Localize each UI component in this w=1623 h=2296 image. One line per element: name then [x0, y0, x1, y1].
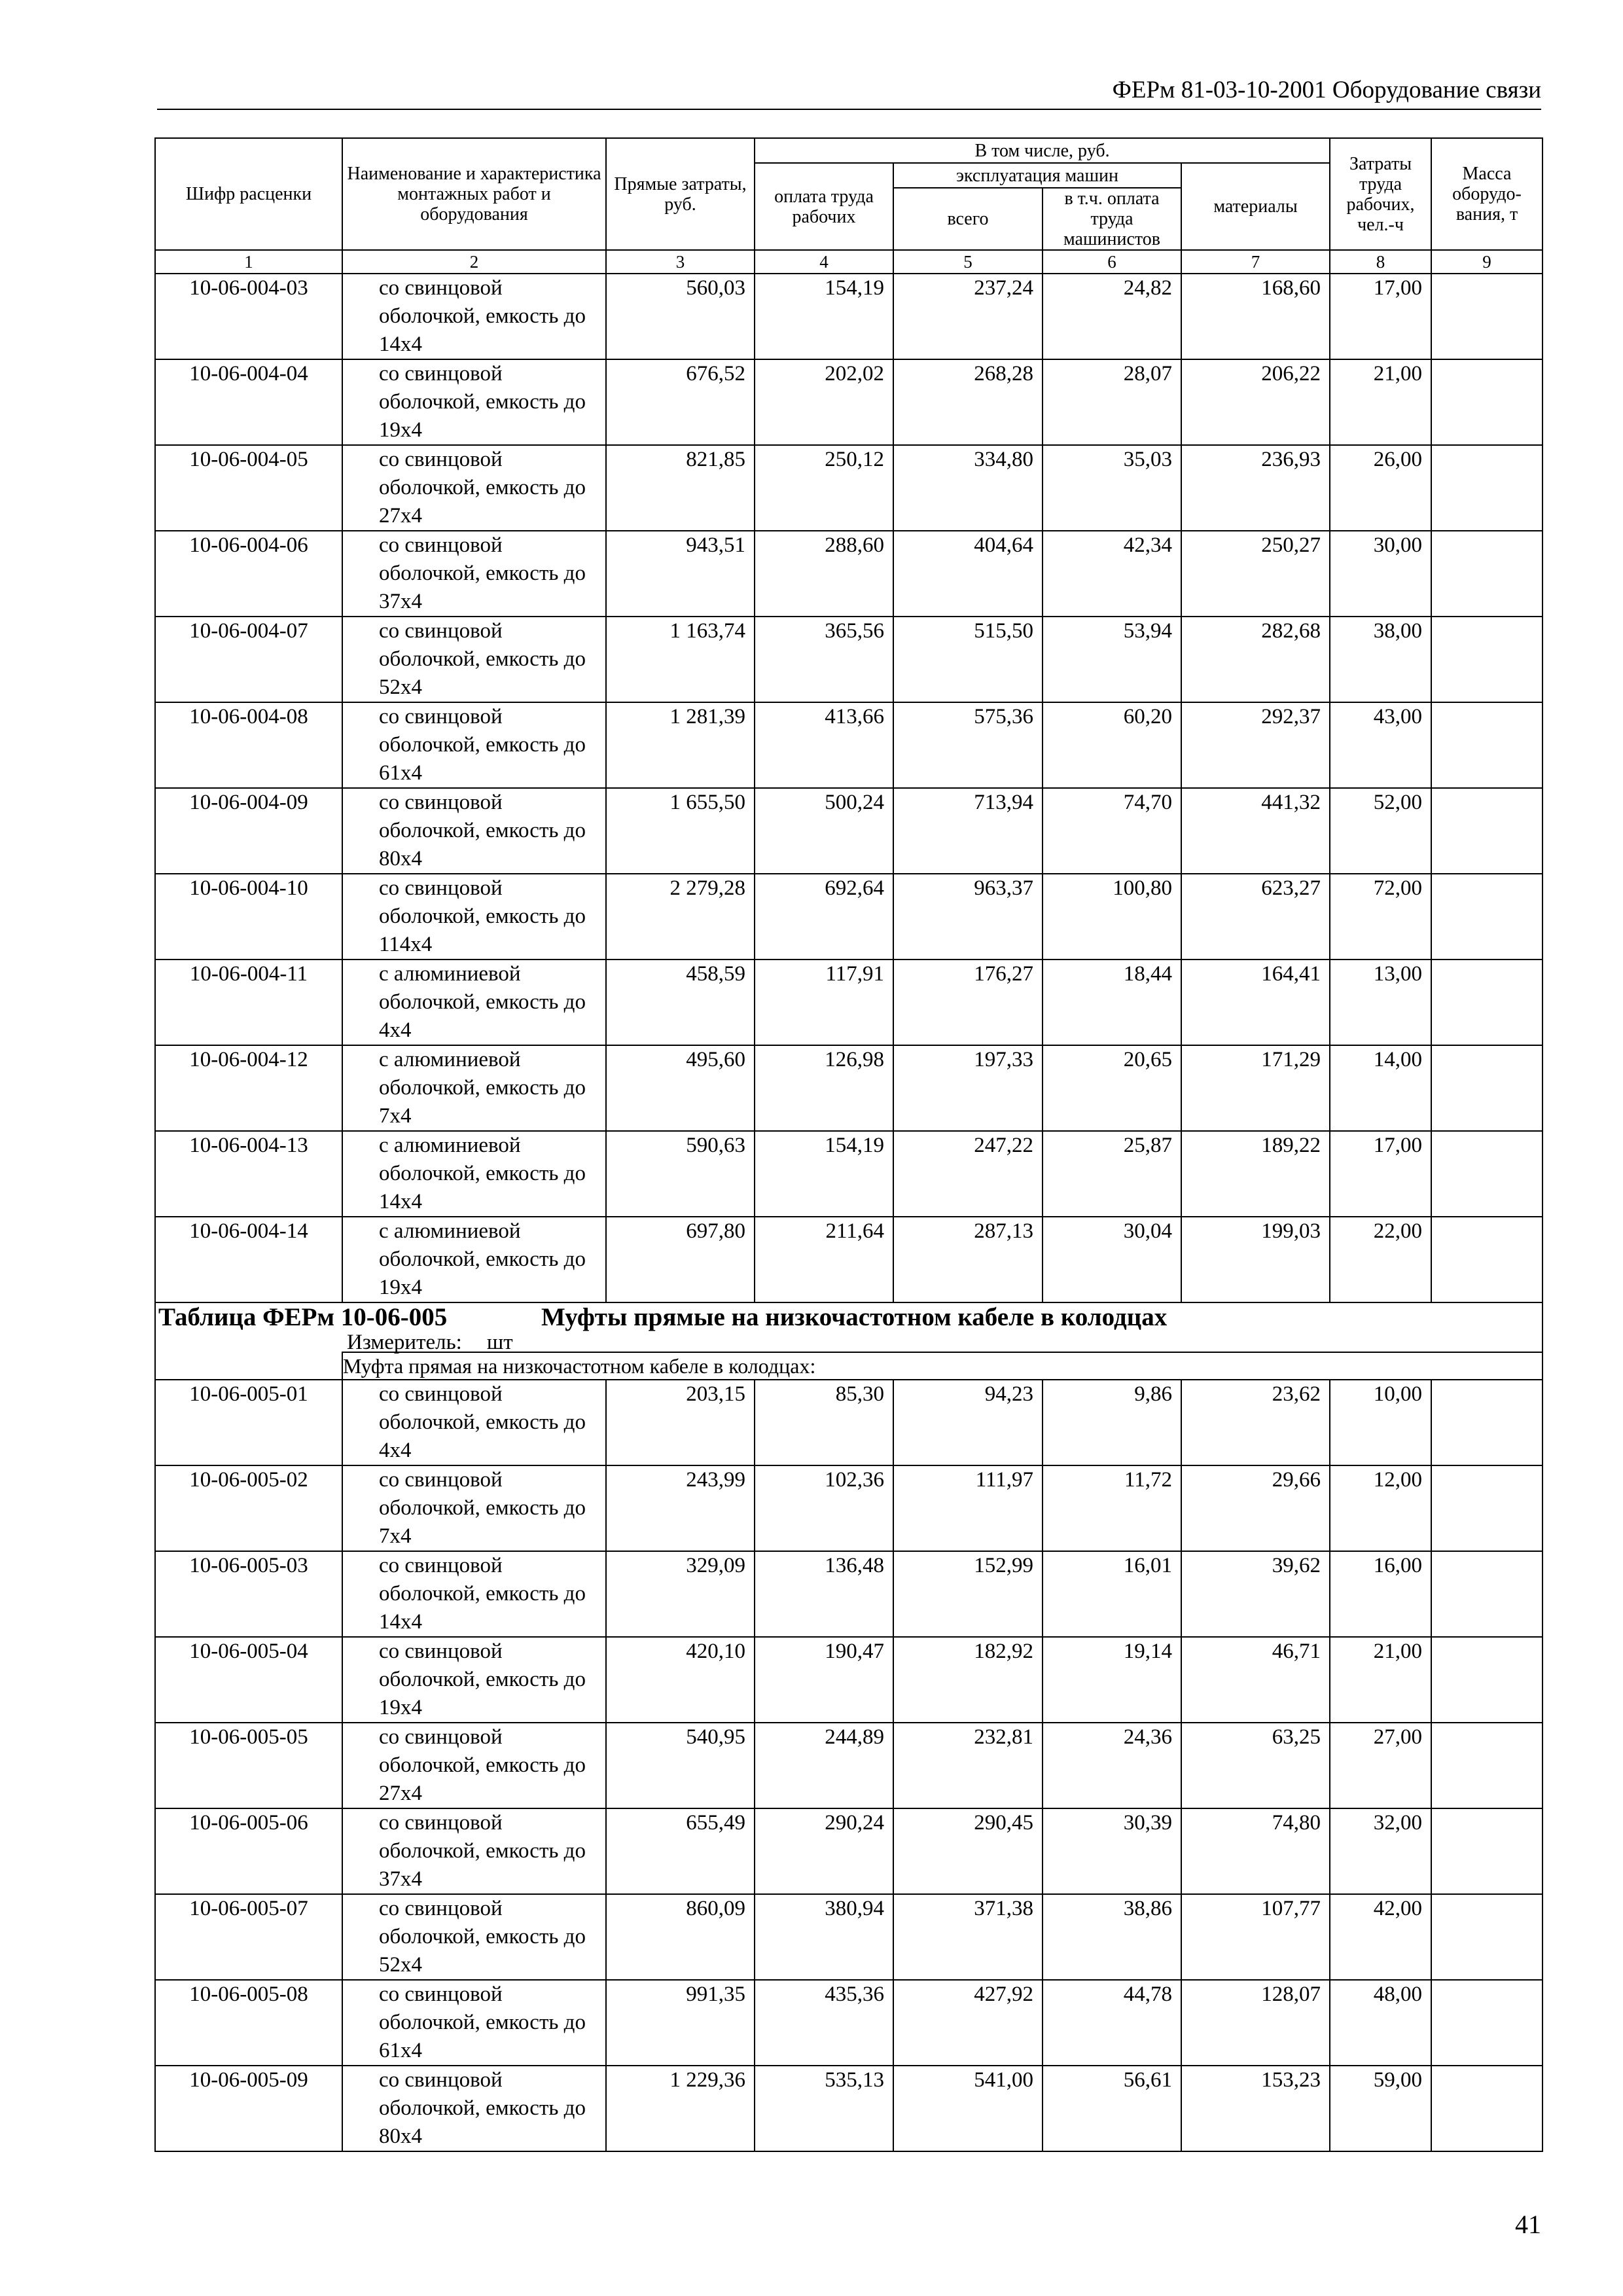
section-10-06-004 — [155, 274, 1543, 1302]
cell-mass — [1431, 359, 1543, 445]
cell-direct: 676,52 — [606, 359, 755, 445]
cell-labor: 72,00 — [1330, 874, 1431, 960]
cell-code: 10-06-004-09 — [155, 788, 342, 874]
cell-wages: 435,36 — [755, 1980, 893, 2066]
cell-code: 10-06-005-08 — [155, 1980, 342, 2066]
cell-materials: 74,80 — [1181, 1808, 1330, 1894]
column-number: 9 — [1431, 250, 1543, 274]
cell-wages: 136,48 — [755, 1551, 893, 1637]
table-row — [155, 445, 1543, 531]
cell-mass — [1431, 1380, 1543, 1465]
cell-code: 10-06-005-05 — [155, 1723, 342, 1808]
cell-labor: 52,00 — [1330, 788, 1431, 874]
table-row — [155, 1894, 1543, 1980]
cell-code: 10-06-004-11 — [155, 960, 342, 1045]
table-row — [155, 1980, 1543, 2066]
cell-materials: 292,37 — [1181, 702, 1330, 788]
cell-materials: 153,23 — [1181, 2066, 1330, 2151]
table-row — [155, 960, 1543, 1045]
cell-name: с алюминиевой оболочкой, емкость до 19x4 — [342, 1217, 606, 1302]
cell-wages: 117,91 — [755, 960, 893, 1045]
table-row — [155, 1217, 1543, 1302]
cell-code: 10-06-005-04 — [155, 1637, 342, 1723]
cell-labor: 27,00 — [1330, 1723, 1431, 1808]
table-row — [155, 274, 1543, 359]
cell-direct: 420,10 — [606, 1637, 755, 1723]
cell-machinist: 18,44 — [1043, 960, 1181, 1045]
cell-machines: 197,33 — [893, 1045, 1043, 1131]
cell-machines: 237,24 — [893, 274, 1043, 359]
column-number: 1 — [155, 250, 342, 274]
cell-mass — [1431, 1045, 1543, 1131]
cell-name: со свинцовой оболочкой, емкость до 7x4 — [342, 1465, 606, 1551]
cell-materials: 206,22 — [1181, 359, 1330, 445]
cell-materials: 107,77 — [1181, 1894, 1330, 1980]
cell-name: со свинцовой оболочкой, емкость до 114x4 — [342, 874, 606, 960]
cell-labor: 42,00 — [1330, 1894, 1431, 1980]
cell-direct: 991,35 — [606, 1980, 755, 2066]
meter-label: Измеритель: — [347, 1331, 462, 1354]
cell-machines: 111,97 — [893, 1465, 1043, 1551]
col-header-direct: Прямые затраты, руб. — [606, 138, 755, 250]
cell-materials: 39,62 — [1181, 1551, 1330, 1637]
column-number: 2 — [342, 250, 606, 274]
rates-table — [154, 137, 1543, 2152]
cell-direct: 1 163,74 — [606, 617, 755, 702]
cell-direct: 943,51 — [606, 531, 755, 617]
subheading: Муфта прямая на низкочастотном кабеле в колодцах: — [342, 1352, 1543, 1380]
table-row — [155, 359, 1543, 445]
cell-code: 10-06-004-06 — [155, 531, 342, 617]
cell-materials: 29,66 — [1181, 1465, 1330, 1551]
cell-materials: 282,68 — [1181, 617, 1330, 702]
cell-machinist: 56,61 — [1043, 2066, 1181, 2151]
table-name: Муфты прямые на низкочастотном кабеле в колодцах — [541, 1303, 1168, 1331]
cell-wages: 413,66 — [755, 702, 893, 788]
cell-name: со свинцовой оболочкой, емкость до 80x4 — [342, 788, 606, 874]
cell-wages: 211,64 — [755, 1217, 893, 1302]
cell-labor: 17,00 — [1330, 274, 1431, 359]
cell-machines: 152,99 — [893, 1551, 1043, 1637]
cell-code: 10-06-005-09 — [155, 2066, 342, 2151]
cell-machinist: 20,65 — [1043, 1045, 1181, 1131]
cell-materials: 168,60 — [1181, 274, 1330, 359]
cell-labor: 22,00 — [1330, 1217, 1431, 1302]
cell-materials: 250,27 — [1181, 531, 1330, 617]
cell-direct: 329,09 — [606, 1551, 755, 1637]
cell-wages: 250,12 — [755, 445, 893, 531]
cell-name: со свинцовой оболочкой, емкость до 61x4 — [342, 1980, 606, 2066]
col-header-mass: Масса оборудо-вания, т — [1431, 138, 1543, 250]
table-row — [155, 702, 1543, 788]
cell-labor: 12,00 — [1330, 1465, 1431, 1551]
cell-labor: 59,00 — [1330, 2066, 1431, 2151]
table-row — [155, 1551, 1543, 1637]
cell-name: с алюминиевой оболочкой, емкость до 4x4 — [342, 960, 606, 1045]
cell-code: 10-06-004-08 — [155, 702, 342, 788]
cell-name: со свинцовой оболочкой, емкость до 27x4 — [342, 445, 606, 531]
cell-materials: 164,41 — [1181, 960, 1330, 1045]
cell-direct: 655,49 — [606, 1808, 755, 1894]
col-header-total: всего — [893, 188, 1043, 250]
cell-wages: 288,60 — [755, 531, 893, 617]
cell-code: 10-06-004-03 — [155, 274, 342, 359]
cell-name: со свинцовой оболочкой, емкость до 37x4 — [342, 531, 606, 617]
cell-labor: 13,00 — [1330, 960, 1431, 1045]
cell-mass — [1431, 1217, 1543, 1302]
cell-mass — [1431, 1551, 1543, 1637]
table-row — [155, 617, 1543, 702]
table-row — [155, 788, 1543, 874]
cell-direct: 1 229,36 — [606, 2066, 755, 2151]
cell-machines: 268,28 — [893, 359, 1043, 445]
cell-name: со свинцовой оболочкой, емкость до 14x4 — [342, 1551, 606, 1637]
running-header: ФЕРм 81-03-10-2001 Оборудование связи — [1112, 77, 1541, 103]
cell-materials: 171,29 — [1181, 1045, 1330, 1131]
cell-name: со свинцовой оболочкой, емкость до 37x4 — [342, 1808, 606, 1894]
cell-code: 10-06-004-05 — [155, 445, 342, 531]
cell-labor: 10,00 — [1330, 1380, 1431, 1465]
cell-machinist: 19,14 — [1043, 1637, 1181, 1723]
cell-code: 10-06-004-04 — [155, 359, 342, 445]
cell-mass — [1431, 445, 1543, 531]
cell-wages: 500,24 — [755, 788, 893, 874]
cell-direct: 1 655,50 — [606, 788, 755, 874]
cell-labor: 48,00 — [1330, 1980, 1431, 2066]
cell-wages: 692,64 — [755, 874, 893, 960]
cell-code: 10-06-004-13 — [155, 1131, 342, 1217]
cell-labor: 14,00 — [1330, 1045, 1431, 1131]
cell-code: 10-06-004-12 — [155, 1045, 342, 1131]
cell-name: с алюминиевой оболочкой, емкость до 7x4 — [342, 1045, 606, 1131]
col-header-labor: Затраты труда рабочих, чел.-ч — [1330, 138, 1431, 250]
cell-mass — [1431, 1465, 1543, 1551]
cell-name: со свинцовой оболочкой, емкость до 4x4 — [342, 1380, 606, 1465]
column-number: 4 — [755, 250, 893, 274]
cell-wages: 126,98 — [755, 1045, 893, 1131]
cell-machinist: 60,20 — [1043, 702, 1181, 788]
cell-wages: 202,02 — [755, 359, 893, 445]
cell-machines: 713,94 — [893, 788, 1043, 874]
column-numbers-row — [155, 250, 1543, 274]
cell-direct: 540,95 — [606, 1723, 755, 1808]
cell-labor: 38,00 — [1330, 617, 1431, 702]
cell-code: 10-06-005-06 — [155, 1808, 342, 1894]
cell-machinist: 30,04 — [1043, 1217, 1181, 1302]
cell-machines: 404,64 — [893, 531, 1043, 617]
column-number: 8 — [1330, 250, 1431, 274]
cell-machines: 371,38 — [893, 1894, 1043, 1980]
cell-name: со свинцовой оболочкой, емкость до 27x4 — [342, 1723, 606, 1808]
cell-machines: 541,00 — [893, 2066, 1043, 2151]
page-number: 41 — [1515, 2210, 1541, 2239]
col-header-name: Наименование и характеристика монтажных работ и оборудования — [342, 138, 606, 250]
cell-materials: 23,62 — [1181, 1380, 1330, 1465]
cell-direct: 243,99 — [606, 1465, 755, 1551]
col-header-materials: материалы — [1181, 163, 1330, 250]
table-row — [155, 531, 1543, 617]
cell-mass — [1431, 874, 1543, 960]
cell-mass — [1431, 274, 1543, 359]
subheading-spacer — [155, 1352, 342, 1380]
table-label: Таблица ФЕРм 10-06-005 — [158, 1303, 448, 1331]
cell-machines: 232,81 — [893, 1723, 1043, 1808]
table-row — [155, 1808, 1543, 1894]
cell-machines: 290,45 — [893, 1808, 1043, 1894]
cell-code: 10-06-004-10 — [155, 874, 342, 960]
table-row — [155, 2066, 1543, 2151]
cell-name: со свинцовой оболочкой, емкость до 61x4 — [342, 702, 606, 788]
cell-labor: 21,00 — [1330, 359, 1431, 445]
cell-machinist: 24,82 — [1043, 274, 1181, 359]
column-number: 7 — [1181, 250, 1330, 274]
cell-code: 10-06-005-02 — [155, 1465, 342, 1551]
cell-materials: 623,27 — [1181, 874, 1330, 960]
cell-machines: 94,23 — [893, 1380, 1043, 1465]
cell-wages: 102,36 — [755, 1465, 893, 1551]
cell-direct: 1 281,39 — [606, 702, 755, 788]
cell-wages: 365,56 — [755, 617, 893, 702]
cell-mass — [1431, 702, 1543, 788]
cell-materials: 128,07 — [1181, 1980, 1330, 2066]
cell-labor: 16,00 — [1330, 1551, 1431, 1637]
cell-wages: 244,89 — [755, 1723, 893, 1808]
table-row — [155, 1131, 1543, 1217]
cell-name: со свинцовой оболочкой, емкость до 19x4 — [342, 1637, 606, 1723]
meter-line — [156, 1333, 1542, 1352]
cell-labor: 17,00 — [1330, 1131, 1431, 1217]
table-row — [155, 1637, 1543, 1723]
cell-machinist: 30,39 — [1043, 1808, 1181, 1894]
cell-mass — [1431, 788, 1543, 874]
cell-machinist: 24,36 — [1043, 1723, 1181, 1808]
cell-wages: 290,24 — [755, 1808, 893, 1894]
cell-machines: 334,80 — [893, 445, 1043, 531]
cell-machinist: 9,86 — [1043, 1380, 1181, 1465]
table-row — [155, 1380, 1543, 1465]
cell-mass — [1431, 1723, 1543, 1808]
cell-machinist: 35,03 — [1043, 445, 1181, 531]
cell-mass — [1431, 617, 1543, 702]
cell-mass — [1431, 1808, 1543, 1894]
cell-wages: 190,47 — [755, 1637, 893, 1723]
col-header-machinist: в т.ч. оплата труда машинистов — [1043, 188, 1181, 250]
cell-mass — [1431, 1980, 1543, 2066]
cell-mass — [1431, 531, 1543, 617]
cell-machines: 287,13 — [893, 1217, 1043, 1302]
meter-unit: шт — [486, 1331, 513, 1354]
cell-direct: 458,59 — [606, 960, 755, 1045]
cell-machines: 963,37 — [893, 874, 1043, 960]
cell-machinist: 74,70 — [1043, 788, 1181, 874]
cell-machines: 247,22 — [893, 1131, 1043, 1217]
column-number: 3 — [606, 250, 755, 274]
cell-machines: 515,50 — [893, 617, 1043, 702]
col-header-wages: оплата труда рабочих — [755, 163, 893, 250]
cell-code: 10-06-004-14 — [155, 1217, 342, 1302]
cell-machinist: 16,01 — [1043, 1551, 1181, 1637]
cell-machines: 575,36 — [893, 702, 1043, 788]
col-header-code: Шифр расценки — [155, 138, 342, 250]
cell-labor: 26,00 — [1330, 445, 1431, 531]
cell-wages: 380,94 — [755, 1894, 893, 1980]
table-row — [155, 1723, 1543, 1808]
cell-machinist: 42,34 — [1043, 531, 1181, 617]
cell-labor: 43,00 — [1330, 702, 1431, 788]
cell-wages: 154,19 — [755, 1131, 893, 1217]
cell-labor: 21,00 — [1330, 1637, 1431, 1723]
cell-direct: 2 279,28 — [606, 874, 755, 960]
cell-machinist: 38,86 — [1043, 1894, 1181, 1980]
table-row — [155, 1465, 1543, 1551]
cell-machines: 176,27 — [893, 960, 1043, 1045]
cell-wages: 154,19 — [755, 274, 893, 359]
cell-labor: 32,00 — [1330, 1808, 1431, 1894]
cell-code: 10-06-005-07 — [155, 1894, 342, 1980]
cell-mass — [1431, 2066, 1543, 2151]
cell-materials: 441,32 — [1181, 788, 1330, 874]
cell-name: со свинцовой оболочкой, емкость до 14x4 — [342, 274, 606, 359]
cell-direct: 560,03 — [606, 274, 755, 359]
header-rule — [157, 109, 1541, 110]
cell-materials: 189,22 — [1181, 1131, 1330, 1217]
cell-direct: 495,60 — [606, 1045, 755, 1131]
cell-direct: 697,80 — [606, 1217, 755, 1302]
table-header — [155, 138, 1543, 274]
cell-materials: 46,71 — [1181, 1637, 1330, 1723]
cell-machines: 182,92 — [893, 1637, 1043, 1723]
table-title-cell — [155, 1302, 1543, 1352]
column-number: 6 — [1043, 250, 1181, 274]
cell-labor: 30,00 — [1330, 531, 1431, 617]
cell-name: со свинцовой оболочкой, емкость до 19x4 — [342, 359, 606, 445]
col-header-incl: В том числе, руб. — [755, 138, 1330, 163]
cell-name: со свинцовой оболочкой, емкость до 80x4 — [342, 2066, 606, 2151]
cell-materials: 63,25 — [1181, 1723, 1330, 1808]
cell-name: со свинцовой оболочкой, емкость до 52x4 — [342, 617, 606, 702]
table-row — [155, 874, 1543, 960]
cell-code: 10-06-005-01 — [155, 1380, 342, 1465]
cell-machines: 427,92 — [893, 1980, 1043, 2066]
cell-machinist: 100,80 — [1043, 874, 1181, 960]
cell-mass — [1431, 960, 1543, 1045]
cell-mass — [1431, 1637, 1543, 1723]
cell-code: 10-06-005-03 — [155, 1551, 342, 1637]
cell-direct: 821,85 — [606, 445, 755, 531]
cell-name: с алюминиевой оболочкой, емкость до 14x4 — [342, 1131, 606, 1217]
cell-name: со свинцовой оболочкой, емкость до 52x4 — [342, 1894, 606, 1980]
cell-machinist: 28,07 — [1043, 359, 1181, 445]
cell-mass — [1431, 1894, 1543, 1980]
cell-code: 10-06-004-07 — [155, 617, 342, 702]
cell-wages: 85,30 — [755, 1380, 893, 1465]
col-header-machines: эксплуатация машин — [893, 163, 1181, 188]
cell-materials: 236,93 — [1181, 445, 1330, 531]
cell-materials: 199,03 — [1181, 1217, 1330, 1302]
table-10-06-005-heading — [155, 1302, 1543, 1380]
cell-direct: 860,09 — [606, 1894, 755, 1980]
cell-direct: 203,15 — [606, 1380, 755, 1465]
cell-machinist: 53,94 — [1043, 617, 1181, 702]
cell-wages: 535,13 — [755, 2066, 893, 2151]
table-row — [155, 1045, 1543, 1131]
cell-machinist: 11,72 — [1043, 1465, 1181, 1551]
cell-machinist: 25,87 — [1043, 1131, 1181, 1217]
section-10-06-005 — [155, 1380, 1543, 2151]
cell-mass — [1431, 1131, 1543, 1217]
cell-machinist: 44,78 — [1043, 1980, 1181, 2066]
column-number: 5 — [893, 250, 1043, 274]
cell-direct: 590,63 — [606, 1131, 755, 1217]
